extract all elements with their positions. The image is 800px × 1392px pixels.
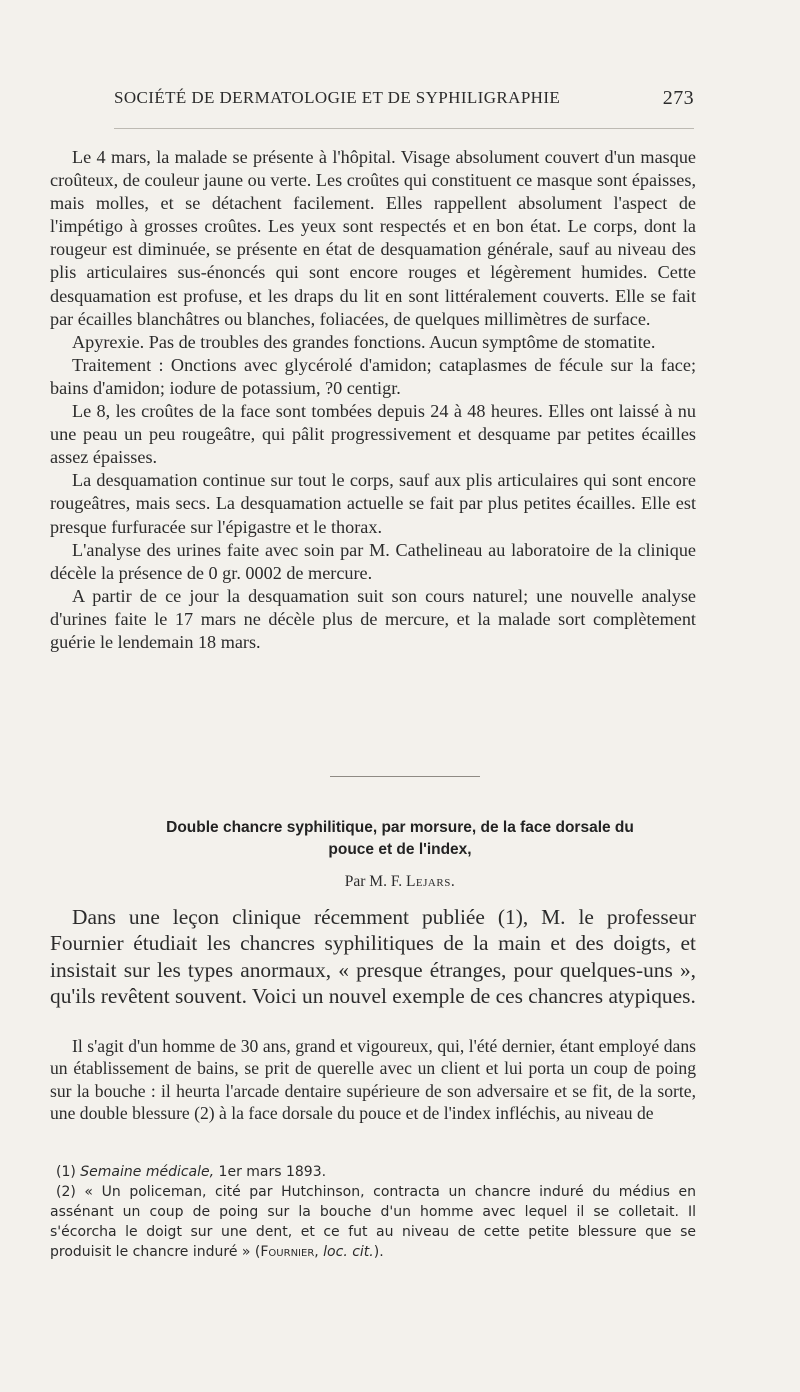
- article-body: [50, 1035, 696, 1125]
- article-title: [40, 817, 760, 861]
- paragraph: Apyrexie. Pas de troubles des grandes fonctions. Aucun symptôme de stomatite.: [72, 331, 656, 352]
- case-report-text: [50, 146, 696, 654]
- paragraph: Le 4 mars, la malade se présente à l'hôpital. Visage absolument couvert d'un masque croûteux, de couleur jaune ou verte. Les croûtes qui constituent ce masque sont épaisses, mais molles, et se détachent facilement. Elles rappellent absolument l'aspect de l'impétigo à grosses croûtes. Les yeux sont respectés et en bon état. Le corps, dont la rougeur est diminuée, se présente en état de desquamation générale, sauf au niveau des plis articulaires sus-énoncés qui sont encore rouges et légèrement humides. Cette desquamation est profuse, et les draps du lit en sont littéralement couverts. Elle se fait par écailles blanchâtres ou blanches, foliacées, de quelques millimètres de surface.: [50, 147, 696, 329]
- article-title-line: pouce et de l'index,: [328, 841, 472, 858]
- lead-paragraph: Dans une leçon clinique récemment publiée (1), M. le professeur Fournier étudiait les chancres syphilitiques de la main et des doigts, et insistait sur les types anormaux, « presque étranges, pour quelques-uns », qu'ils revêtent souvent. Voici un nouvel exemple de ces chancres atypiques.: [50, 905, 696, 1009]
- article-byline: [0, 873, 800, 891]
- paragraph: Le 8, les croûtes de la face sont tombées depuis 24 à 48 heures. Elles ont laissé à nu une peau un peu rougeâtre, qui pâlit progressivement et desquame par petites écailles assez épaisses.: [50, 401, 696, 468]
- paragraph: A partir de ce jour la desquamation suit son cours naturel; une nouvelle analyse d'urines faite le 17 mars ne décèle plus de mercure, et la malade sort complètement guérie le lendemain 18 mars.: [50, 585, 696, 652]
- page-number: 273: [662, 87, 694, 109]
- article-title-line: Double chancre syphilitique, par morsure, de la face dorsale du: [166, 819, 634, 836]
- byline-author: Lejars.: [405, 873, 456, 890]
- footnote-source: Semaine médicale,: [80, 1164, 215, 1180]
- footnote-1: (1) Semaine médicale, 1er mars 1893.: [56, 1164, 327, 1180]
- section-separator: [330, 776, 480, 777]
- paragraph: Il s'agit d'un homme de 30 ans, grand et vigoureux, qui, l'été dernier, étant employé dans un établissement de bains, se prit de querelle avec un client et lui porta un coup de poing sur la bouche : il heurta l'arcade dentaire supérieure de son adversaire et se fit, de la sorte, une double blessure (2) à la face dorsale du pouce et de l'index infléchis, au niveau de: [50, 1036, 696, 1124]
- footnotes: [50, 1162, 696, 1262]
- header-rule: [114, 128, 694, 129]
- paragraph: Traitement : Onctions avec glycérolé d'amidon; cataplasmes de fécule sur la face; bains d'amidon; iodure de potassium, ?0 centigr.: [50, 354, 696, 398]
- byline-prefix: Par M. F.: [344, 873, 406, 890]
- footnote-author: Fournier,: [260, 1244, 319, 1260]
- paragraph: La desquamation continue sur tout le corps, sauf aux plis articulaires qui sont encore rougeâtres, mais secs. La desquamation actuelle se fait par plus petites écailles. Elle est presque furfuracée sur l'épigastre et le thorax.: [50, 470, 696, 537]
- footnote-2: (2) « Un policeman, cité par Hutchinson, contracta un chancre induré du médius en assénant un coup de poing sur la bouche d'un homme avec lequel il se colletait. Il s'écorcha le doigt sur une dent, et ce fut au niveau de cette petite blessure que se produisit le chancre induré » (Fournier, loc. cit.).: [50, 1184, 696, 1260]
- paragraph: L'analyse des urines faite avec soin par M. Cathelineau au laboratoire de la clinique décèle la présence de 0 gr. 0002 de mercure.: [50, 539, 696, 583]
- lead-paragraph-block: [50, 904, 696, 1010]
- running-title: SOCIÉTÉ DE DERMATOLOGIE ET DE SYPHILIGRAPHIE: [114, 88, 561, 107]
